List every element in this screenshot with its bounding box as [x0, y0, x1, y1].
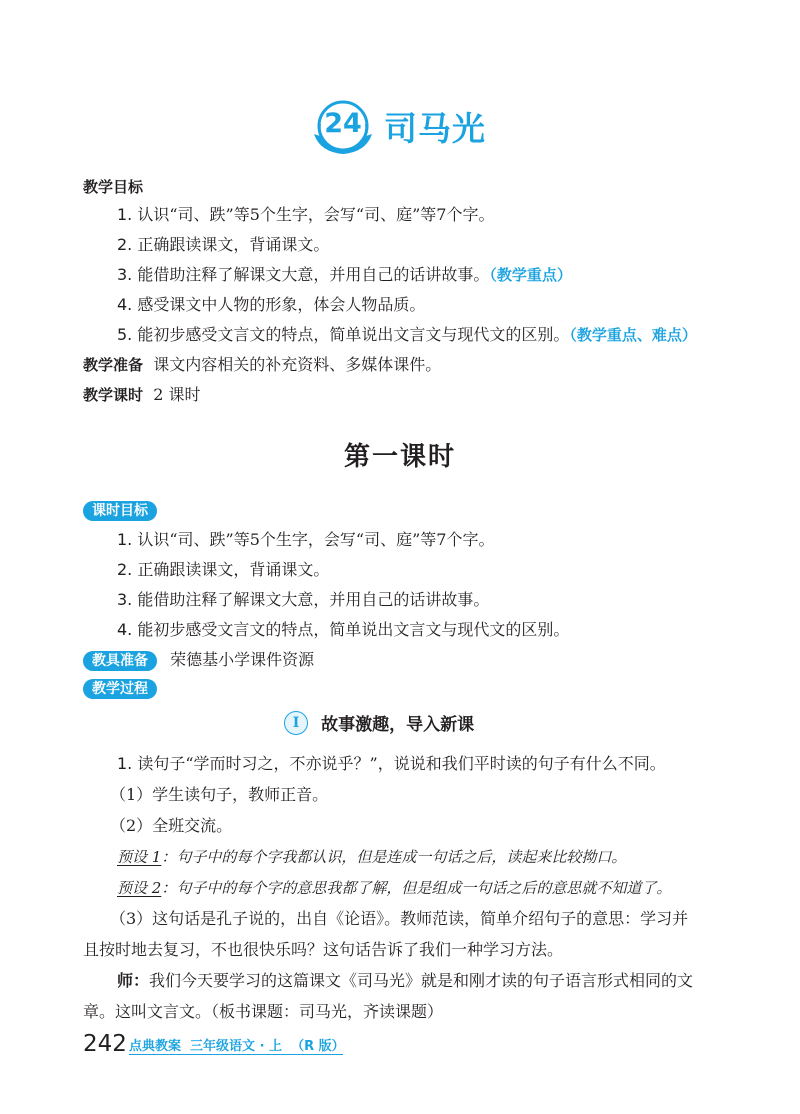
objective-item-4: 4. 感受课文中人物的形象，体会人物品质。	[117, 295, 426, 314]
objective-item-3: 3. 能借助注释了解课文大意，并用自己的话讲故事。（教学重点）	[117, 265, 572, 284]
period-goal-1: 1. 认识“司、跌”等5个生字，会写“司、庭”等7个字。	[117, 530, 495, 549]
step-heading: I 故事激趣，导入新课	[284, 710, 474, 735]
process-tag: 教学过程	[83, 678, 157, 699]
section-title: 第一课时	[343, 442, 456, 472]
page-number: 242	[83, 1031, 127, 1057]
step-para-4a: （3）这句话是孔子说的，出自《论语》。教师范读，简单介绍句子的意思：学习并	[110, 909, 689, 928]
objectives-heading: 教学目标	[83, 178, 144, 196]
periods-row: 教学课时 2 课时	[83, 385, 201, 404]
period-goals-tag: 课时目标	[83, 500, 157, 521]
footer-rule	[129, 1054, 343, 1055]
objective-item-5: 5. 能初步感受文言文的特点，简单说出文言文与现代文的区别。（教学重点、难点）	[117, 325, 697, 344]
step-para-2: （1）学生读句子，教师正音。	[110, 785, 329, 804]
step-para-5a: 师：我们今天要学习的这篇课文《司马光》就是和刚才读的句子语言形式相同的文	[117, 971, 694, 990]
lesson-title: 司马光	[384, 109, 486, 148]
period-goal-3: 3. 能借助注释了解课文大意，并用自己的话讲故事。	[117, 590, 490, 609]
preset-1: 预设 1：句子中的每个字我都认识，但是连成一句话之后，读起来比较拗口。	[117, 848, 627, 866]
roman-numeral-badge: I	[284, 711, 308, 735]
step-para-5b: 章。这叫文言文。（板书课题：司马光，齐读课题）	[83, 1002, 444, 1021]
step-para-3: （2）全班交流。	[110, 816, 233, 835]
lesson-number: 24	[324, 108, 362, 139]
step-para-4b: 且按时地去复习，不也很快乐吗？这句话告诉了我们一种学习方法。	[83, 940, 564, 959]
step-para-1: 1. 读句子“学而时习之，不亦说乎？”，说说和我们平时读的句子有什么不同。	[117, 754, 666, 773]
tools-row: 教具准备 荣德基小学课件资源	[83, 649, 314, 671]
preparation-row: 教学准备 课文内容相关的补充资料、多媒体课件。	[83, 355, 442, 374]
key-difficult-tag: （教学重点、难点）	[569, 326, 697, 344]
key-point-tag: （教学重点）	[489, 266, 572, 284]
lesson-badge	[306, 94, 380, 158]
footer-book-title: 点典教案 三年级语文 · 上 （R 版）	[129, 1039, 345, 1054]
objective-item-2: 2. 正确跟读课文，背诵课文。	[117, 235, 330, 254]
objective-item-1: 1. 认识“司、跌”等5个生字，会写“司、庭”等7个字。	[117, 205, 495, 224]
period-goal-2: 2. 正确跟读课文，背诵课文。	[117, 560, 330, 579]
period-goal-4: 4. 能初步感受文言文的特点，简单说出文言文与现代文的区别。	[117, 620, 570, 639]
tools-tag: 教具准备	[83, 651, 157, 671]
preset-2: 预设 2：句子中的每个字的意思我都了解，但是组成一句话之后的意思就不知道了。	[117, 879, 672, 897]
